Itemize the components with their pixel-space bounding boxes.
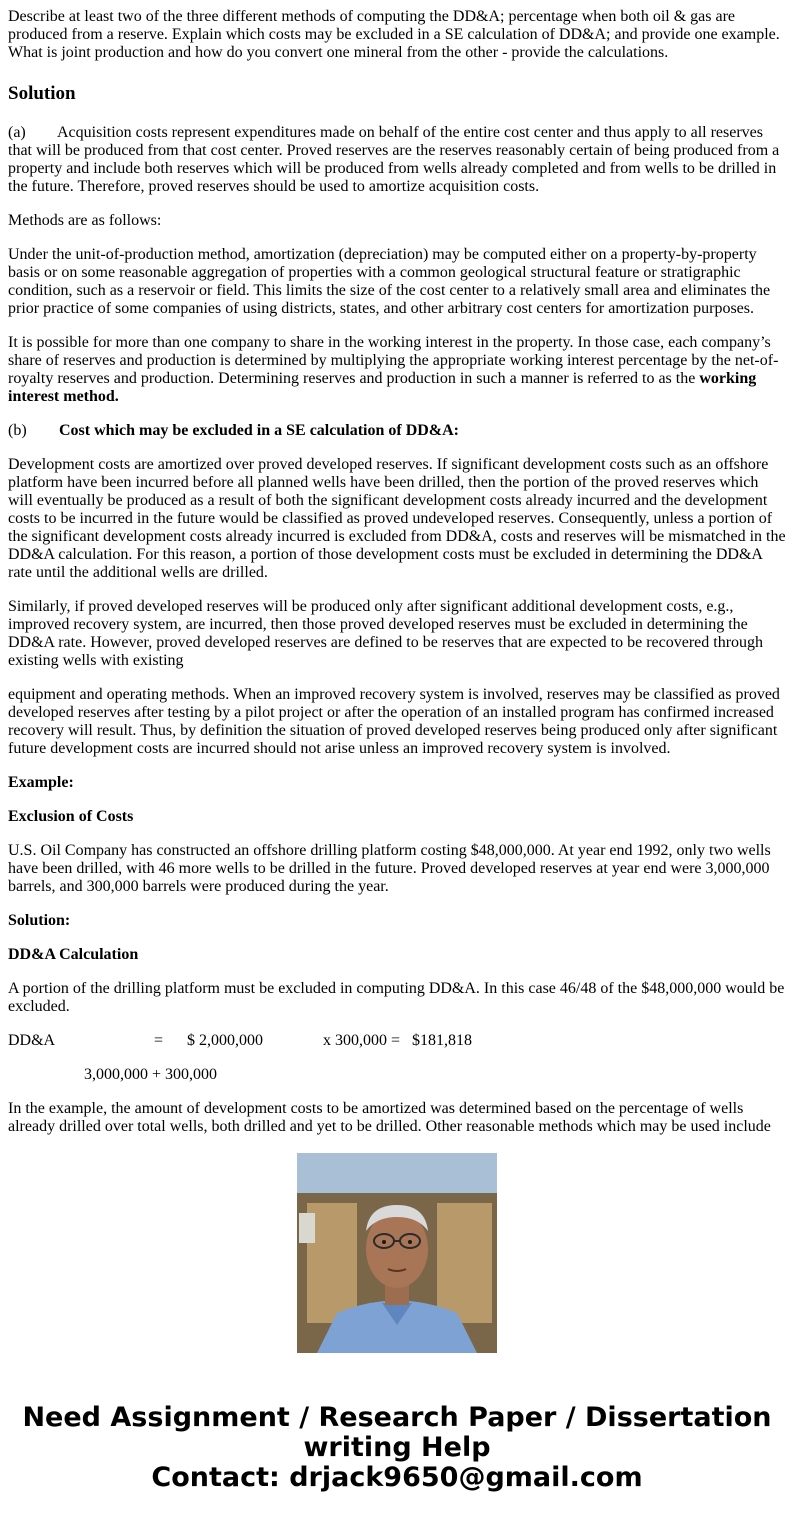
formula-result: $181,818 [412, 1032, 472, 1049]
formula-denominator-line [8, 1066, 786, 1084]
solution-heading: Solution [8, 83, 76, 104]
part-a-paragraph [8, 124, 786, 196]
part-b-marker: (b) [8, 422, 27, 439]
exclusion-heading: Exclusion of Costs [8, 808, 134, 825]
working-interest-paragraph [8, 334, 786, 406]
formula-label: DD&A [8, 1032, 56, 1049]
development-costs-paragraph: Development costs are amortized over proved developed reserves. If significant development costs such as an offshore platform have been incurred before all planned wells have been drilled, then the portion of the proved reserves which will eventually be produced as a result of both the significant development costs already incurred and the development costs to be incurred in the future would be classified as proved undeveloped reserves. Consequently, unless a portion of the significant development costs already incurred is excluded from DD&A, costs and reserves will be mismatched in the DD&A calculation. For this reason, a portion of those development costs must be excluded in determining the DD&A rate until the additional wells are drilled. [8, 456, 786, 581]
document-body [8, 8, 786, 1135]
calc-intro-paragraph: A portion of the drilling platform must be excluded in computing DD&A. In this case 46/48 of the $48,000,000 would be excluded. [8, 980, 785, 1015]
promo-line-2: writing Help [303, 1432, 491, 1463]
solution-label: Solution: [8, 912, 71, 929]
closing-paragraph: In the example, the amount of development costs to be amortized was determined based on the percentage of wells already drilled over total wells, both drilled and yet to be drilled. Other reasonable methods which may be used include [8, 1100, 771, 1135]
formula-cost: $ 2,000,000 [187, 1032, 263, 1049]
working-interest-text: It is possible for more than one company to share in the working interest in the property. In those case, each company’s share of reserves and production is determined by multiplying the appropriate working interest percentage by the net-of-royalty reserves and production. Determining reserves and production in such a manner is referred to as the [8, 334, 779, 387]
part-a-text: Acquisition costs represent expenditures made on behalf of the entire cost center and thus apply to all reserves that will be produced from that cost center. Proved reserves are the reserves reasonably certain of being produced from a property and include both reserves which will be produced from wells already completed and from wells to be drilled in the future. Therefore, proved reserves should be used to amortize acquisition costs. [8, 124, 780, 195]
similarly-paragraph: Similarly, if proved developed reserves will be produced only after significant additional development costs, e.g., improved recovery system, are incurred, then those proved developed reserves must be excluded in determining the DD&A rate. However, proved developed reserves are defined to be reserves that are expected to be recovered through existing wells with existing [8, 598, 764, 669]
question-text: Describe at least two of the three different methods of computing the DD&A; percentage when both oil & gas are produced from a reserve. Explain which costs may be excluded in a SE calculation of DD&A; and provide one example. What is joint production and how do you convert one mineral from the other - provide the calculations. [8, 8, 780, 61]
formula-line [8, 1032, 786, 1050]
promo-banner [0, 1403, 794, 1493]
unit-of-production-paragraph: Under the unit-of-production method, amortization (depreciation) may be computed either on a property-by-property basis or on some reasonable aggregation of properties with a common geological structural feature or stratigraphic condition, such as a reservoir or field. This limits the size of the cost center to a relatively small area and eliminates the prior practice of some companies of using districts, states, and other arbitrary cost centers for amortization purposes. [8, 246, 771, 317]
part-a-marker: (a) [8, 124, 26, 141]
example-heading: Example: [8, 774, 74, 791]
part-b-paragraph [8, 422, 786, 440]
calc-heading: DD&A Calculation [8, 946, 139, 963]
author-avatar [297, 1153, 497, 1353]
author-portrait-image [297, 1153, 497, 1353]
example-paragraph: U.S. Oil Company has constructed an offshore drilling platform costing $48,000,000. At year end 1992, only two wells have been drilled, with 46 more wells to be drilled in the future. Proved developed reserves at year end were 3,000,000 barrels, and 300,000 barrels were produced during the year. [8, 842, 771, 895]
working-interest-term: working interest method. [8, 370, 757, 405]
formula-equals: = [154, 1032, 164, 1049]
formula-multiplier: x 300,000 = [323, 1032, 401, 1049]
formula-denominator: 3,000,000 + 300,000 [84, 1066, 218, 1083]
promo-line-1: Need Assignment / Research Paper / Dissertation [22, 1402, 772, 1433]
methods-intro: Methods are as follows: [8, 212, 162, 229]
part-b-heading: Cost which may be excluded in a SE calculation of DD&A: [59, 422, 460, 439]
promo-contact: Contact: drjack9650@gmail.com [151, 1462, 643, 1493]
equipment-paragraph: equipment and operating methods. When an improved recovery system is involved, reserves may be classified as proved developed reserves after testing by a pilot project or after the operation of an installed program has confirmed increased recovery will result. Thus, by definition the situation of proved developed reserves being produced only after significant future development costs are incurred should not arise unless an improved recovery system is involved. [8, 686, 780, 757]
